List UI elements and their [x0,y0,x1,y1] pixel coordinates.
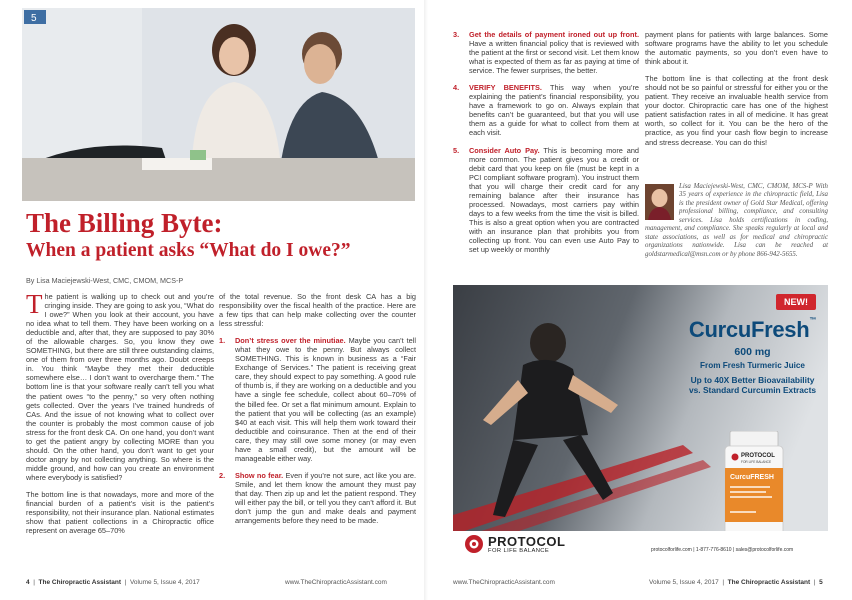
list-body: Even if you’re not sure, act like you are. Smile, and let them know the amount they must pay that day. Then zip up and let the patient respond. They will either pay the bill, or tell you they can’t afford it. But don’t jump the gun and make deals and payment arrangements before they need to be made. [235,470,416,526]
list-heading: VERIFY BENEFITS. [469,83,542,93]
list-heading: Show no fear. [235,470,284,480]
ad-contact[interactable]: protocolforlife.com | 1-877-776-8610 | sales@protocolforlife.com [651,547,794,553]
issue-badge-number: 5 [31,13,37,24]
claim-line: vs. Standard Curcumin Extracts [688,385,817,395]
article-title: The Billing Byte: [26,208,223,238]
claim-line: Up to 40X Better Bioavailability [690,375,815,385]
issue-info: Volume 5, Issue 4, 2017 [649,579,719,586]
ad-claim [676,375,828,395]
article-subtitle: When a patient asks “What do I owe?” [26,240,351,261]
tips-list-continued [453,30,639,254]
curcufresh-ad[interactable] [453,285,828,568]
logo-tag: FOR LIFE BALANCE [488,547,550,554]
ad-source: From Fresh Turmeric Juice [700,361,805,370]
right-column-1 [453,30,639,262]
author-portrait-icon [645,184,674,220]
paragraph: payment plans for patients with large balances. Some software programs have the ability to let you schedule the automatic payments, so you don’t even have to think about it. [645,30,828,67]
list-heading: Consider Auto Pay. [469,145,540,155]
logo-name: PROTOCOL [488,533,566,549]
magazine-name: The Chiropractic Assistant [38,579,122,586]
article-column-2 [219,292,416,533]
list-number: 4. [453,83,460,93]
list-item [219,471,416,525]
list-number: 2. [219,470,226,480]
list-body: This is becoming more and more common. The patient gives you a credit or debit card that you keep on file (must be kept in a PCI compliant software program). You instruct them that you will charge their credit card for any remaining balance after their insurance has processed. Nowadays, most carriers pay within days to a few weeks from the time the visit is billed. This is also a great option when you are contracted with an insurance plan that prohibits you from collecting up front. You can even use Auto Pay to set up weekly or monthly [469,145,639,255]
drop-cap: T [26,289,43,319]
bottle-brand: PROTOCOL [741,453,775,459]
paragraph [26,289,214,482]
page-number: 4 [26,579,30,586]
paragraph: of the total revenue. So the front desk CA has a big responsibility over the fiscal health of the practice. Here are a few tips that can help make collecting over the counter less stressful: [219,292,416,329]
hero-photo [22,8,415,201]
consultation-photo-illustration [22,8,415,201]
list-number: 3. [453,30,460,39]
article-column-1 [26,289,214,543]
list-item [453,83,639,137]
logo-text [488,535,565,554]
paragraph-text: he patient is walking up to check out and you’re cringing inside. They are going to ask you, “What do I owe?” When you look at their account, you have no idea what to tell them. They have been working on a deductible and, after that, they are supposed to pay 30% of the allowable charges. So, you know they owe SOMETHING, but there are still three outstanding claims, one of them from over three months ago. Doubt creeps in. You think “Maybe they met their deductible somewhere else… I don’t want to overcharge them.” The bottom line is that your software really can’t tell you what the patient owes “to the penny,” so very often nothing gets collected. Over the years I’ve trained hundreds of CAs. And the issue of not knowing what to collect over the counter is probably the most common cause of job stress for the front desk CA. On one hand, you don’t want to get the patient angry by collecting MORE than you should. On the other hand, you don’t want to get your doctor angry by not collecting anything. So where is the middle ground, and how can you create an environment where everybody is satisfied? [26,292,214,482]
tips-list [219,336,416,525]
page-spine [424,0,428,600]
byline: By Lisa Maciejewski-West, CMC, CMOM, MCS-P [26,276,184,285]
list-body: This way when you’re explaining the patient’s financial responsibility, you have a framework to go on. Always explain that benefits can’t be guaranteed, but that you will use them as a guide for what to collect from them at each visit. [469,83,639,138]
supplement-bottle-icon [721,431,787,535]
left-footer: 4 | The Chiropractic Assistant | Volume 5, Issue 4, 2017 [26,579,200,586]
author-bio [645,183,828,259]
list-heading: Get the details of payment ironed out up front. [469,30,639,39]
ad-dose: 600 mg [734,346,771,358]
list-item [219,336,416,463]
author-bio-text: Lisa Maciejewski-West, CMC, CMOM, MCS-P With 35 years of experience in the chiropractic field, Lisa is the president owner of Gold Star Medical, offering professional billing, compliance, and consulting services. Lisa holds certifications in coding, management, and compliance. She speaks regularly at local and state associations, as well as for medical and chiropractic organizations nationwide. Lisa can be reached at goldstarmedical@msn.com or by phone 866-942-5655. [645,183,828,258]
list-item [453,146,639,255]
list-heading: Don’t stress over the minutiae. [235,336,346,346]
brand-text: CurcuFresh [688,317,810,342]
right-column-2 [645,30,828,155]
trademark-symbol: ™ [809,317,817,324]
author-photo [645,184,674,220]
issue-info: Volume 5, Issue 4, 2017 [129,579,200,586]
ad-brand-name [680,317,825,343]
magazine-name: The Chiropractic Assistant [727,579,811,586]
list-body: Have a written financial policy that is reviewed with the patient at the first or second visit. Let them know what is expected of them as far as paying at time of service. The fewer surprises, the better. [469,39,639,76]
right-footer: Volume 5, Issue 4, 2017 | The Chiropractic Assistant | 5 [649,579,823,586]
left-footer-url[interactable]: www.TheChiropracticAssistant.com [285,579,387,586]
bottle-tag: FOR LIFE BALANCE [741,460,772,464]
paragraph: The bottom line is that collecting at the front desk should not be so painful or stressful for either you or the patient. They receive an invaluable health service from your doctor. Chiropractic care has one of the highest patient satisfaction rates in all of medicine. It has great worth, so collect for it. You can be the hero of the practice, as you find your cash flow begin to increase and stress decrease. You can do this! [645,74,828,147]
right-footer-url[interactable]: www.TheChiropracticAssistant.com [453,579,555,586]
list-number: 1. [219,336,226,346]
new-badge: NEW! [776,294,816,310]
protocol-logo-icon [464,534,484,554]
list-item [453,30,639,75]
protocol-logo [464,534,565,554]
list-number: 5. [453,145,460,155]
list-body: Maybe you can’t tell what they owe to the penny. But always collect SOMETHING. This is known in business as a “Fair Exchange of Services.” The patient is receiving great care, they should expect to pay something. A good rule of thumb is, if they are working on a deductible and you have a single fee schedule, collect about 60–70% of the billed fee. Or set a flat minimum amount. Explain to the patient that you will be collecting (as an example) $40 at each visit. This will help them work toward their deductible and coinsurance. Then at the end of their care, they may still owe some money (or may even have a small credit), but the amount will be manageable either way. [235,336,416,463]
bottle-label: CurcuFRESH [730,474,774,481]
paragraph: The bottom line is that nowadays, more and more of the financial burden of a patient’s visit is the patient’s responsibility, not their insurance plan. National estimates show that patient collections in a Chiropractic office represent on average 65–70% [26,489,214,536]
page-number: 5 [819,579,823,586]
